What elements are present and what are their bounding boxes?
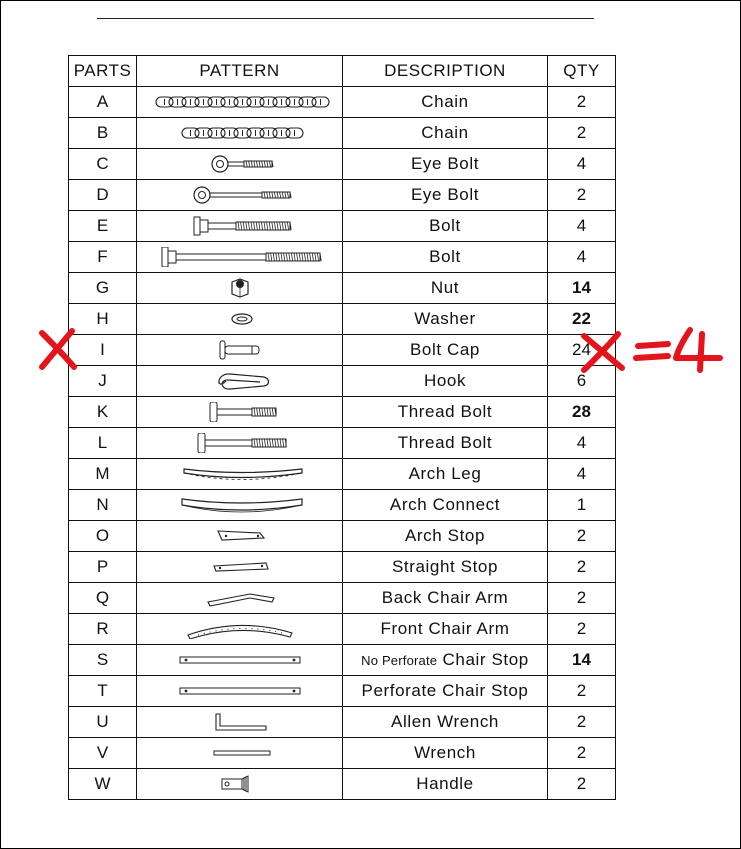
pattern-cell [137, 149, 343, 180]
table-row [69, 335, 616, 366]
part-letter: L [69, 428, 137, 459]
table-row [69, 397, 616, 428]
table-row [69, 211, 616, 242]
handle-icon [140, 774, 340, 794]
pattern-cell [137, 521, 343, 552]
pattern-cell [137, 769, 343, 800]
long-hex-bolt-icon [140, 247, 340, 267]
hook-icon [140, 371, 340, 391]
header-pattern: PATTERN [137, 56, 343, 87]
part-letter: H [69, 304, 137, 335]
short-chain-icon [140, 123, 340, 143]
pattern-cell [137, 583, 343, 614]
pattern-cell [137, 645, 343, 676]
part-letter: S [69, 645, 137, 676]
pattern-cell [137, 490, 343, 521]
pattern-cell [137, 273, 343, 304]
header-qty: QTY [548, 56, 616, 87]
part-letter: Q [69, 583, 137, 614]
part-letter: B [69, 118, 137, 149]
hex-bolt-icon [140, 216, 340, 236]
front-chair-arm-icon [140, 619, 340, 639]
nut-icon [140, 278, 340, 298]
part-description: Nut [343, 273, 548, 304]
long-chain-icon [140, 92, 340, 112]
part-quantity: 2 [548, 521, 616, 552]
part-letter: K [69, 397, 137, 428]
description-main: Chair Stop [442, 650, 529, 669]
part-quantity: 28 [548, 397, 616, 428]
pattern-cell [137, 428, 343, 459]
pattern-cell [137, 459, 343, 490]
pattern-cell [137, 614, 343, 645]
part-letter: O [69, 521, 137, 552]
top-rule [97, 18, 594, 19]
part-description: Thread Bolt [343, 397, 548, 428]
header-description: DESCRIPTION [343, 56, 548, 87]
part-letter: E [69, 211, 137, 242]
pattern-cell [137, 242, 343, 273]
part-letter: I [69, 335, 137, 366]
part-letter: U [69, 707, 137, 738]
allen-wrench-icon [140, 712, 340, 732]
part-quantity: 14 [548, 273, 616, 304]
part-letter: F [69, 242, 137, 273]
table-row [69, 242, 616, 273]
pattern-cell [137, 335, 343, 366]
part-quantity: 6 [548, 366, 616, 397]
perforate-chair-stop-icon [140, 681, 340, 701]
part-description: Chain [343, 118, 548, 149]
part-letter: D [69, 180, 137, 211]
description-prefix: No Perforate [361, 653, 438, 668]
header-row [69, 56, 616, 87]
pattern-cell [137, 676, 343, 707]
part-letter: N [69, 490, 137, 521]
part-description: Bolt Cap [343, 335, 548, 366]
x-equals-4-note-icon [578, 326, 724, 374]
pattern-cell [137, 738, 343, 769]
part-letter: W [69, 769, 137, 800]
pattern-cell [137, 180, 343, 211]
pattern-cell [137, 304, 343, 335]
part-quantity: 2 [548, 118, 616, 149]
pattern-cell [137, 707, 343, 738]
part-description: Chain [343, 87, 548, 118]
table-row [69, 521, 616, 552]
arch-leg-icon [140, 464, 340, 484]
part-description: Eye Bolt [343, 180, 548, 211]
part-description: Thread Bolt [343, 428, 548, 459]
part-description: Arch Connect [343, 490, 548, 521]
table-row [69, 490, 616, 521]
part-description: Hook [343, 366, 548, 397]
table-row [69, 645, 616, 676]
part-letter: V [69, 738, 137, 769]
back-chair-arm-icon [140, 588, 340, 608]
part-description: Bolt [343, 242, 548, 273]
long-eye-bolt-icon [140, 185, 340, 205]
table-row [69, 738, 616, 769]
part-quantity: 22 [548, 304, 616, 335]
table-row [69, 304, 616, 335]
table-row [69, 583, 616, 614]
part-quantity: 4 [548, 242, 616, 273]
part-description: Bolt [343, 211, 548, 242]
part-description: Eye Bolt [343, 149, 548, 180]
pattern-cell [137, 211, 343, 242]
table-row [69, 149, 616, 180]
washer-icon [140, 309, 340, 329]
eye-bolt-icon [140, 154, 340, 174]
part-description: Wrench [343, 738, 548, 769]
part-description: Arch Leg [343, 459, 548, 490]
part-quantity: 2 [548, 738, 616, 769]
thread-bolt-long-icon [140, 433, 340, 453]
part-quantity: 1 [548, 490, 616, 521]
part-quantity: 4 [548, 428, 616, 459]
part-description: Washer [343, 304, 548, 335]
chair-stop-icon [140, 650, 340, 670]
table-row [69, 552, 616, 583]
pattern-cell [137, 397, 343, 428]
straight-stop-icon [140, 557, 340, 577]
pattern-cell [137, 552, 343, 583]
part-quantity: 2 [548, 552, 616, 583]
table-row [69, 707, 616, 738]
part-description: Arch Stop [343, 521, 548, 552]
part-description: Allen Wrench [343, 707, 548, 738]
part-quantity: 2 [548, 707, 616, 738]
table-row [69, 366, 616, 397]
part-letter: P [69, 552, 137, 583]
arch-connect-icon [140, 495, 340, 515]
part-quantity: 2 [548, 676, 616, 707]
part-letter: T [69, 676, 137, 707]
part-description: Front Chair Arm [343, 614, 548, 645]
part-quantity: 2 [548, 583, 616, 614]
table-row [69, 676, 616, 707]
part-letter: M [69, 459, 137, 490]
part-letter: A [69, 87, 137, 118]
part-letter: C [69, 149, 137, 180]
part-quantity: 2 [548, 614, 616, 645]
arch-stop-icon [140, 526, 340, 546]
table-row [69, 614, 616, 645]
part-letter: J [69, 366, 137, 397]
part-quantity: 4 [548, 149, 616, 180]
x-mark-icon [38, 327, 80, 371]
part-quantity: 2 [548, 769, 616, 800]
table-row [69, 428, 616, 459]
table-row [69, 769, 616, 800]
part-quantity: 14 [548, 645, 616, 676]
part-description: Back Chair Arm [343, 583, 548, 614]
table-row [69, 180, 616, 211]
table-row [69, 118, 616, 149]
pattern-cell [137, 87, 343, 118]
part-description: Perforate Chair Stop [343, 676, 548, 707]
table-row [69, 273, 616, 304]
table-row [69, 87, 616, 118]
part-description: Handle [343, 769, 548, 800]
part-quantity: 4 [548, 459, 616, 490]
part-letter: G [69, 273, 137, 304]
part-quantity: 2 [548, 180, 616, 211]
pattern-cell [137, 366, 343, 397]
header-parts: PARTS [69, 56, 137, 87]
parts-table [68, 55, 616, 800]
bolt-cap-icon [140, 340, 340, 360]
part-letter: R [69, 614, 137, 645]
part-quantity: 24 [548, 335, 616, 366]
part-quantity: 4 [548, 211, 616, 242]
thread-bolt-icon [140, 402, 340, 422]
table-row [69, 459, 616, 490]
part-description [343, 645, 548, 676]
pattern-cell [137, 118, 343, 149]
wrench-icon [140, 743, 340, 763]
part-quantity: 2 [548, 87, 616, 118]
part-description: Straight Stop [343, 552, 548, 583]
